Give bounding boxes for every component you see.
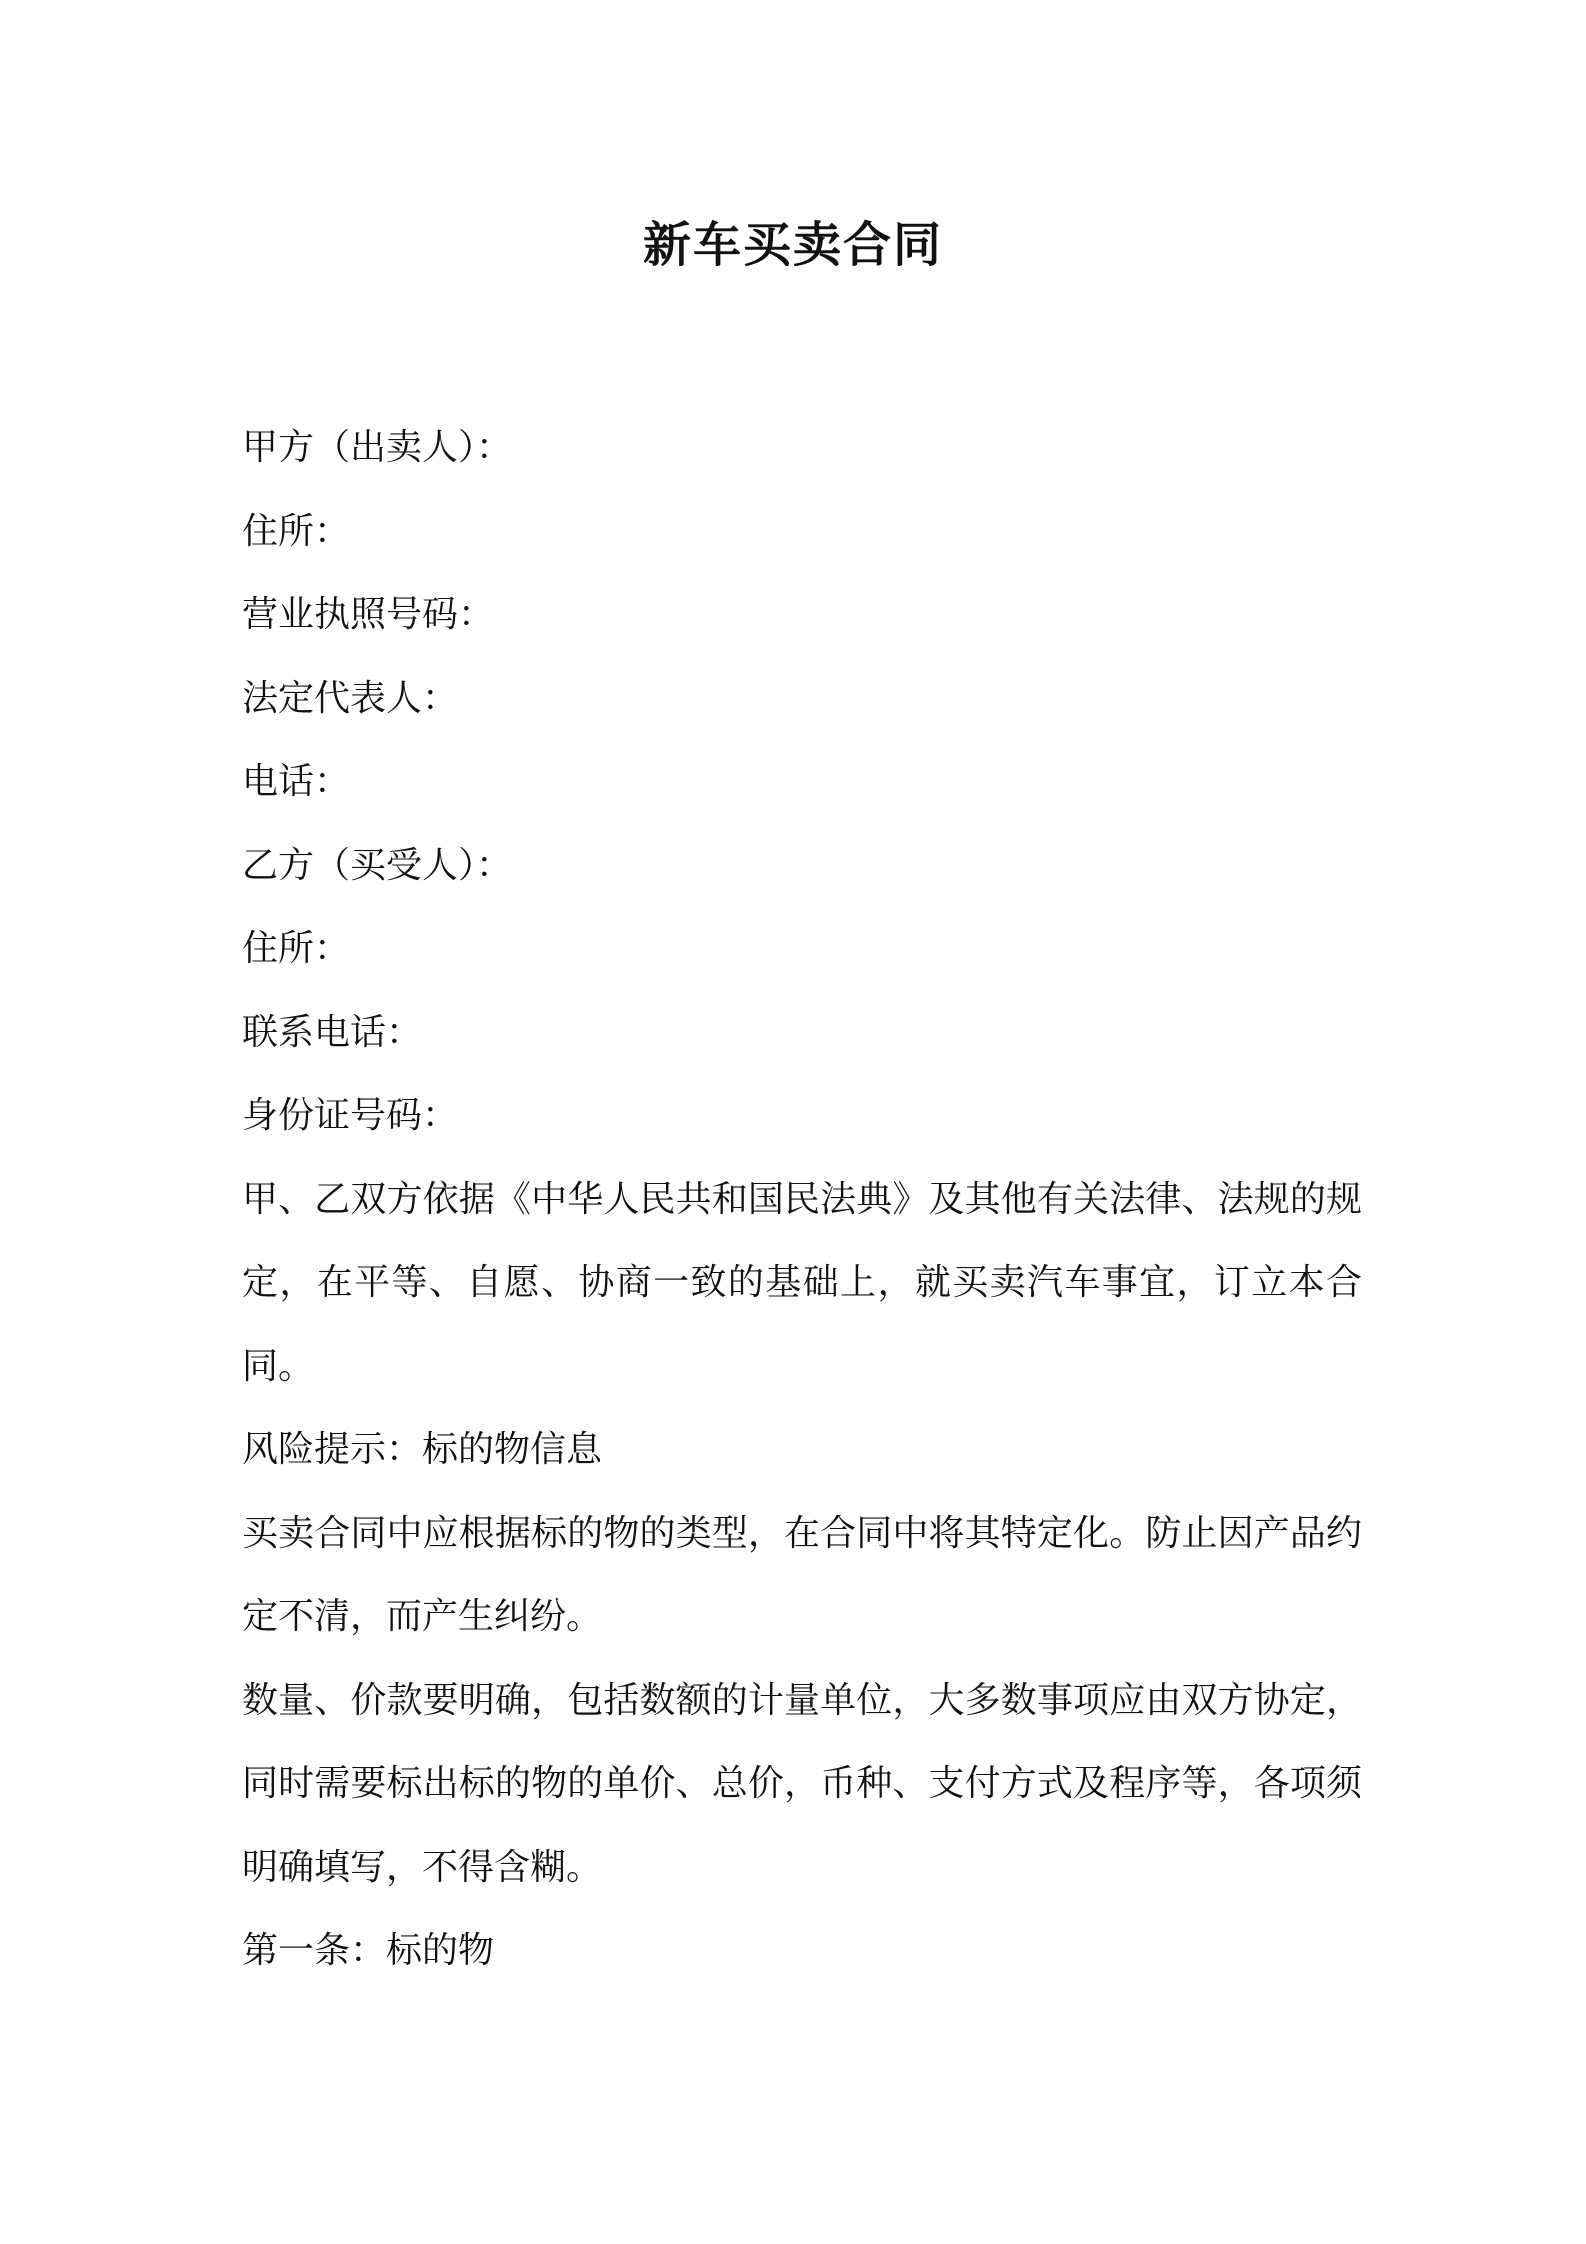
party-a-phone-label: 电话： <box>242 761 351 802</box>
risk-notice-paragraph-2: 数量、价款要明确，包括数额的计量单位，大多数事项应由双方协定，同时需要标出标的物的单价、总价，币种、支付方式及程序等，各项须明确填写，不得含糊。 <box>242 1679 1362 1888</box>
preamble-paragraph: 甲、乙双方依据《中华人民共和国民法典》及其他有关法律、法规的规定，在平等、自愿、协商一致的基础上，就买卖汽车事宜，订立本合同。 <box>242 1178 1362 1387</box>
party-b-phone-label: 联系电话： <box>242 1011 423 1053</box>
contract-title: 新车买卖合同 <box>642 217 943 273</box>
risk-notice-heading: 风险提示：标的物信息 <box>242 1429 603 1470</box>
party-b-label: 乙方（买受人）： <box>242 844 513 886</box>
article-1-heading: 第一条：标的物 <box>242 1930 495 1971</box>
risk-notice-paragraph-1: 买卖合同中应根据标的物的类型，在合同中将其特定化。防止因产品约定不清，而产生纠纷。 <box>242 1512 1362 1637</box>
party-a-legal-rep-label: 法定代表人： <box>242 677 459 719</box>
party-b-id-label: 身份证号码： <box>242 1095 459 1136</box>
party-a-address-label: 住所： <box>242 510 351 552</box>
party-b-address-label: 住所： <box>242 928 351 969</box>
contract-body <box>242 406 1362 1993</box>
party-a-label: 甲方（出卖人）： <box>242 427 513 468</box>
party-a-license-label: 营业执照号码： <box>242 594 495 635</box>
